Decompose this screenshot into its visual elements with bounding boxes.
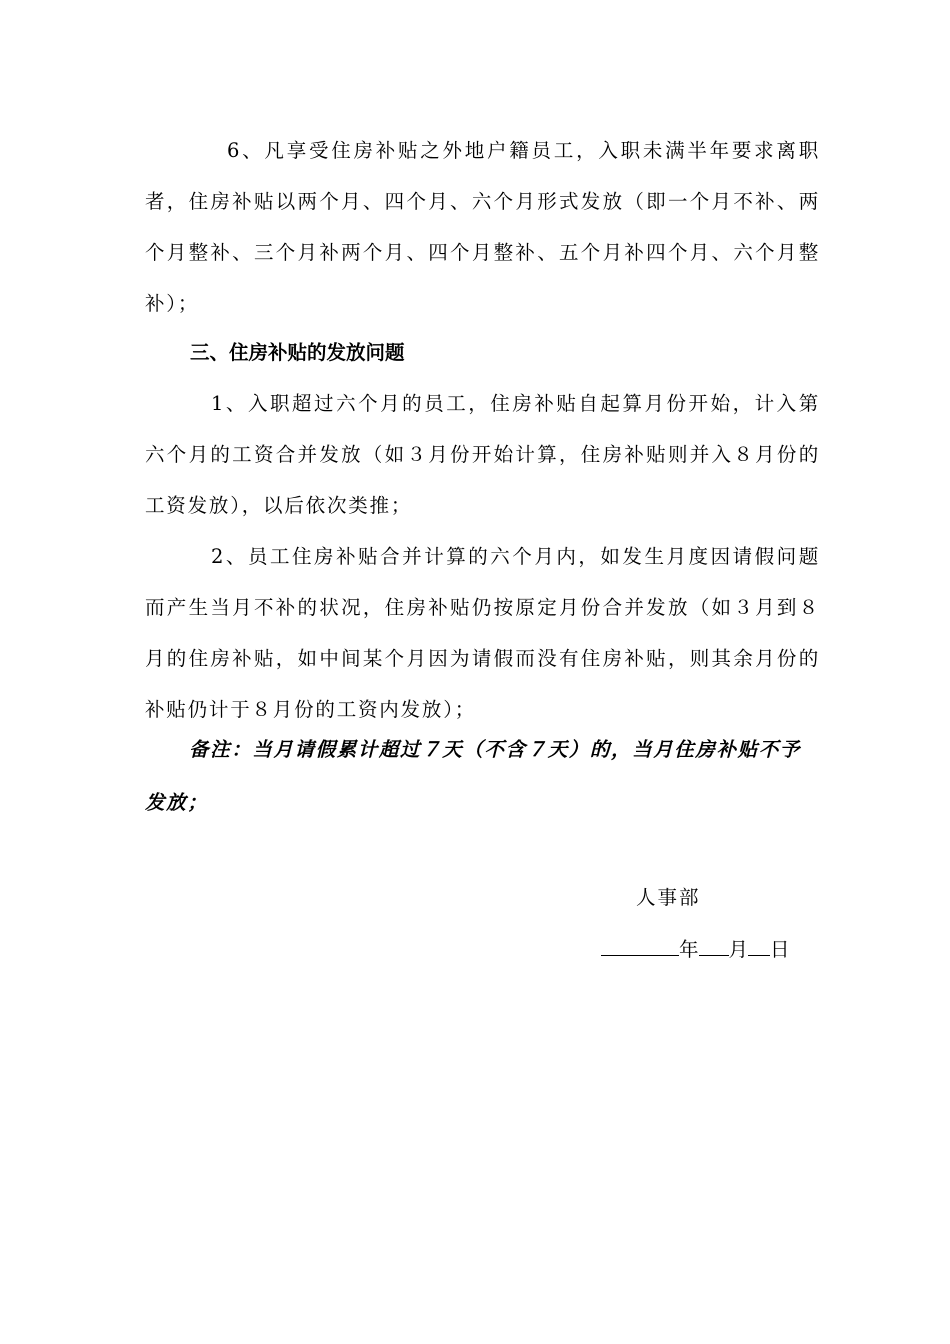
- month-blank: [699, 929, 729, 956]
- paragraph-6: 6、凡享受住房补贴之外地户籍员工，入职未满半年要求离职者，住房补贴以两个月、四个月、六个月形式发放（即一个月不补、两个月整补、三个月补两个月、四个月整补、五个月补四个月、六个月整补）；: [145, 139, 820, 315]
- year-blank: [601, 929, 679, 956]
- item-2: 2、员工住房补贴合并计算的六个月内，如发生月度因请假问题而产生当月不补的状况，住房补贴仍按原定月份合并发放（如３月到８月的住房补贴，如中间某个月因为请假而没有住房补贴，则其余月份的补贴仍计于８月份的工资内发放）；: [145, 545, 820, 721]
- year-label: 年: [679, 938, 699, 961]
- month-label: 月: [728, 938, 749, 961]
- department-signature: 人事部: [636, 886, 701, 909]
- note: 备注：当月请假累计超过７天（不含７天）的，当月住房补贴不予发放；: [145, 738, 801, 814]
- day-blank: [748, 929, 770, 956]
- item-1: 1、入职超过六个月的员工，住房补贴自起算月份开始，计入第六个月的工资合并发放（如３月份开始计算，住房补贴则并入８月份的工资发放），以后依次类推；: [145, 392, 820, 517]
- section-heading: 三、住房补贴的发放问题: [190, 341, 405, 364]
- date-line: [601, 929, 790, 970]
- day-label: 日: [770, 938, 790, 961]
